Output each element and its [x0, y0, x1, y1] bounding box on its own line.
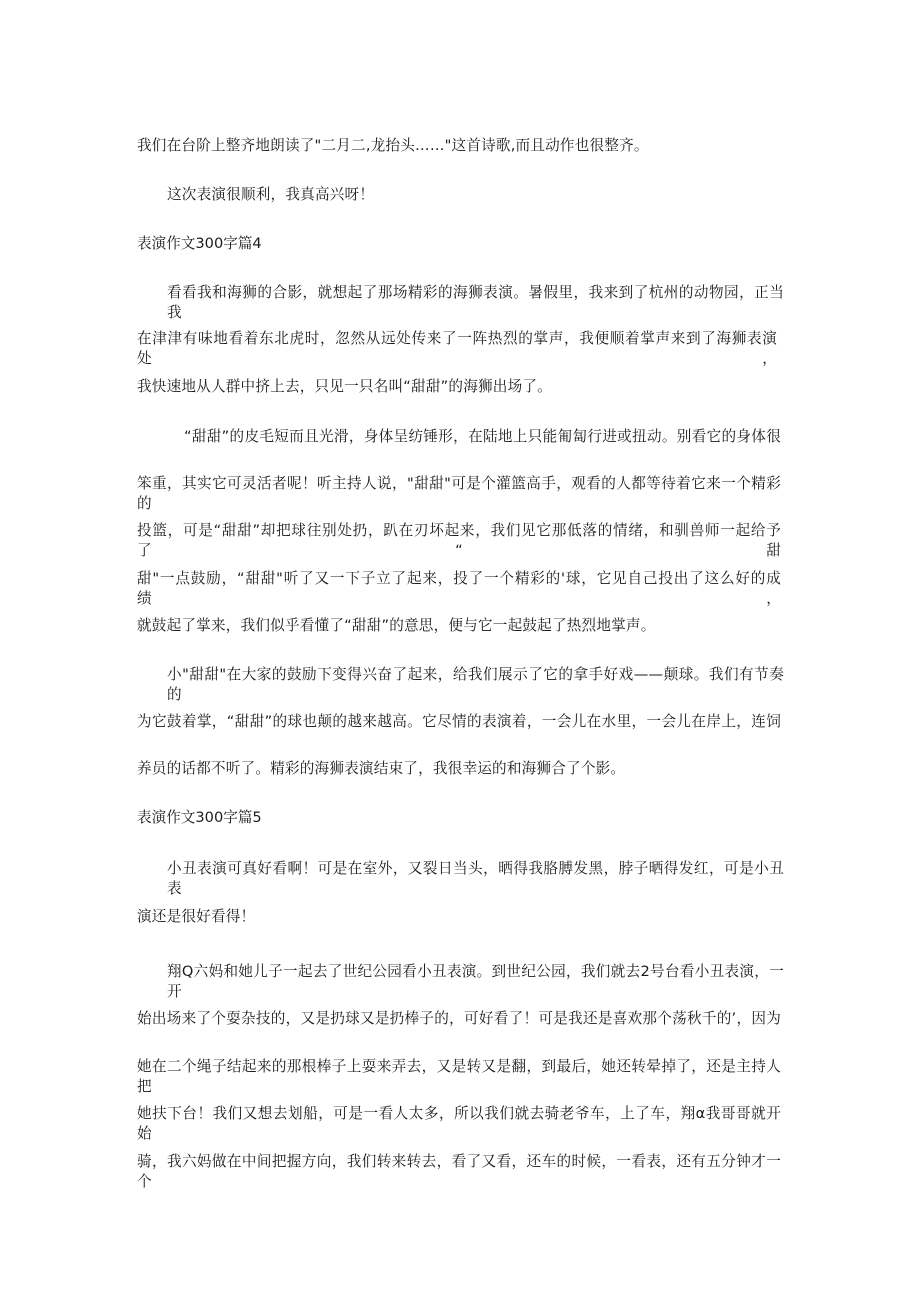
- text-line: 这次表演很顺利，我真高兴呀！: [167, 186, 375, 203]
- text-line: 她在二个绳子结起来的那根棒子上耍来弄去，又是转又是翻，到最后，她还转晕掉了，还是主持人把: [137, 1058, 781, 1095]
- text-line: 我快速地从人群中挤上去，只见一只名叫“甜甜”的海狮出场了。: [137, 378, 552, 395]
- text-line: 看看我和海狮的合影，就想起了那场精彩的海狮表演。暑假里，我来到了杭州的动物园，正当我: [167, 284, 784, 321]
- text-line: 为它鼓着掌，“甜甜”的球也颠的越来越高。它尽情的表演着，一会儿在水里，一会儿在岸上，连饲: [137, 713, 781, 730]
- text-line: 始出场来了个耍杂技的，又是扔球又是扔棒子的，可好看了！可是我还是喜欢那个荡秋千的’，因为: [137, 1010, 781, 1027]
- text-line: 在津津有味地看着东北虎时，忽然从远处传来了一阵热烈的掌声，我便顺着掌声来到了海狮表演处，: [137, 330, 777, 367]
- text-line: 翔Q六妈和她儿子一起去了世纪公园看小丑表演。到世纪公园，我们就去2号台看小丑表演，一开: [167, 963, 784, 1000]
- text-line: 骑，我六妈做在中间把握方向，我们转来转去，看了又看，还车的时候，一看表，还有五分钟才一个: [137, 1153, 781, 1190]
- text-line: 投篮，可是“甜甜”却把球往别处扔，趴在刃坏起来，我们见它那低落的情绪，和驯兽师一起给予了“甜: [137, 522, 781, 559]
- text-line: 小"甜甜"在大家的鼓励下变得兴奋了起来，给我们展示了它的拿手好戏——颠球。我们有节奏的: [167, 666, 784, 703]
- text-line: “甜甜”的皮毛短而且光滑，身体呈纺锤形，在陆地上只能匍匐行进或扭动。别看它的身体很: [184, 428, 781, 445]
- text-line: 我们在台阶上整齐地朗读了"二月二,龙抬头……"这首诗歌,而且动作也很整齐。: [137, 137, 649, 154]
- section-heading: 表演作文300字篇4: [137, 235, 262, 252]
- text-line: 笨重，其实它可灵活者呢！听主持人说，"甜甜"可是个灌篮高手，观看的人都等待着它来一个精彩的: [137, 475, 781, 512]
- text-line: 甜"一点鼓励，“甜甜"听了又一下子立了起来，投了一个精彩的'球，它见自己投出了这么好的成绩，: [137, 570, 781, 607]
- text-line: 养员的话都不听了。精彩的海狮表演结束了，我很幸运的和海狮合了个影。: [137, 760, 626, 777]
- text-line: 演还是很好看得！: [137, 908, 256, 925]
- text-line: 小丑表演可真好看啊！可是在室外，又裂日当头，晒得我胳膊发黑，脖子晒得发红，可是小丑表: [167, 860, 784, 897]
- section-heading: 表演作文300字篇5: [137, 809, 262, 826]
- text-line: 她扶下台！我们又想去划船，可是一看人太多，所以我们就去骑老爷车，上了车，翔α我哥哥就开始: [137, 1105, 781, 1142]
- text-line: 就鼓起了掌来，我们似乎看懂了“甜甜”的意思，便与它一起鼓起了热烈地掌声。: [137, 617, 656, 634]
